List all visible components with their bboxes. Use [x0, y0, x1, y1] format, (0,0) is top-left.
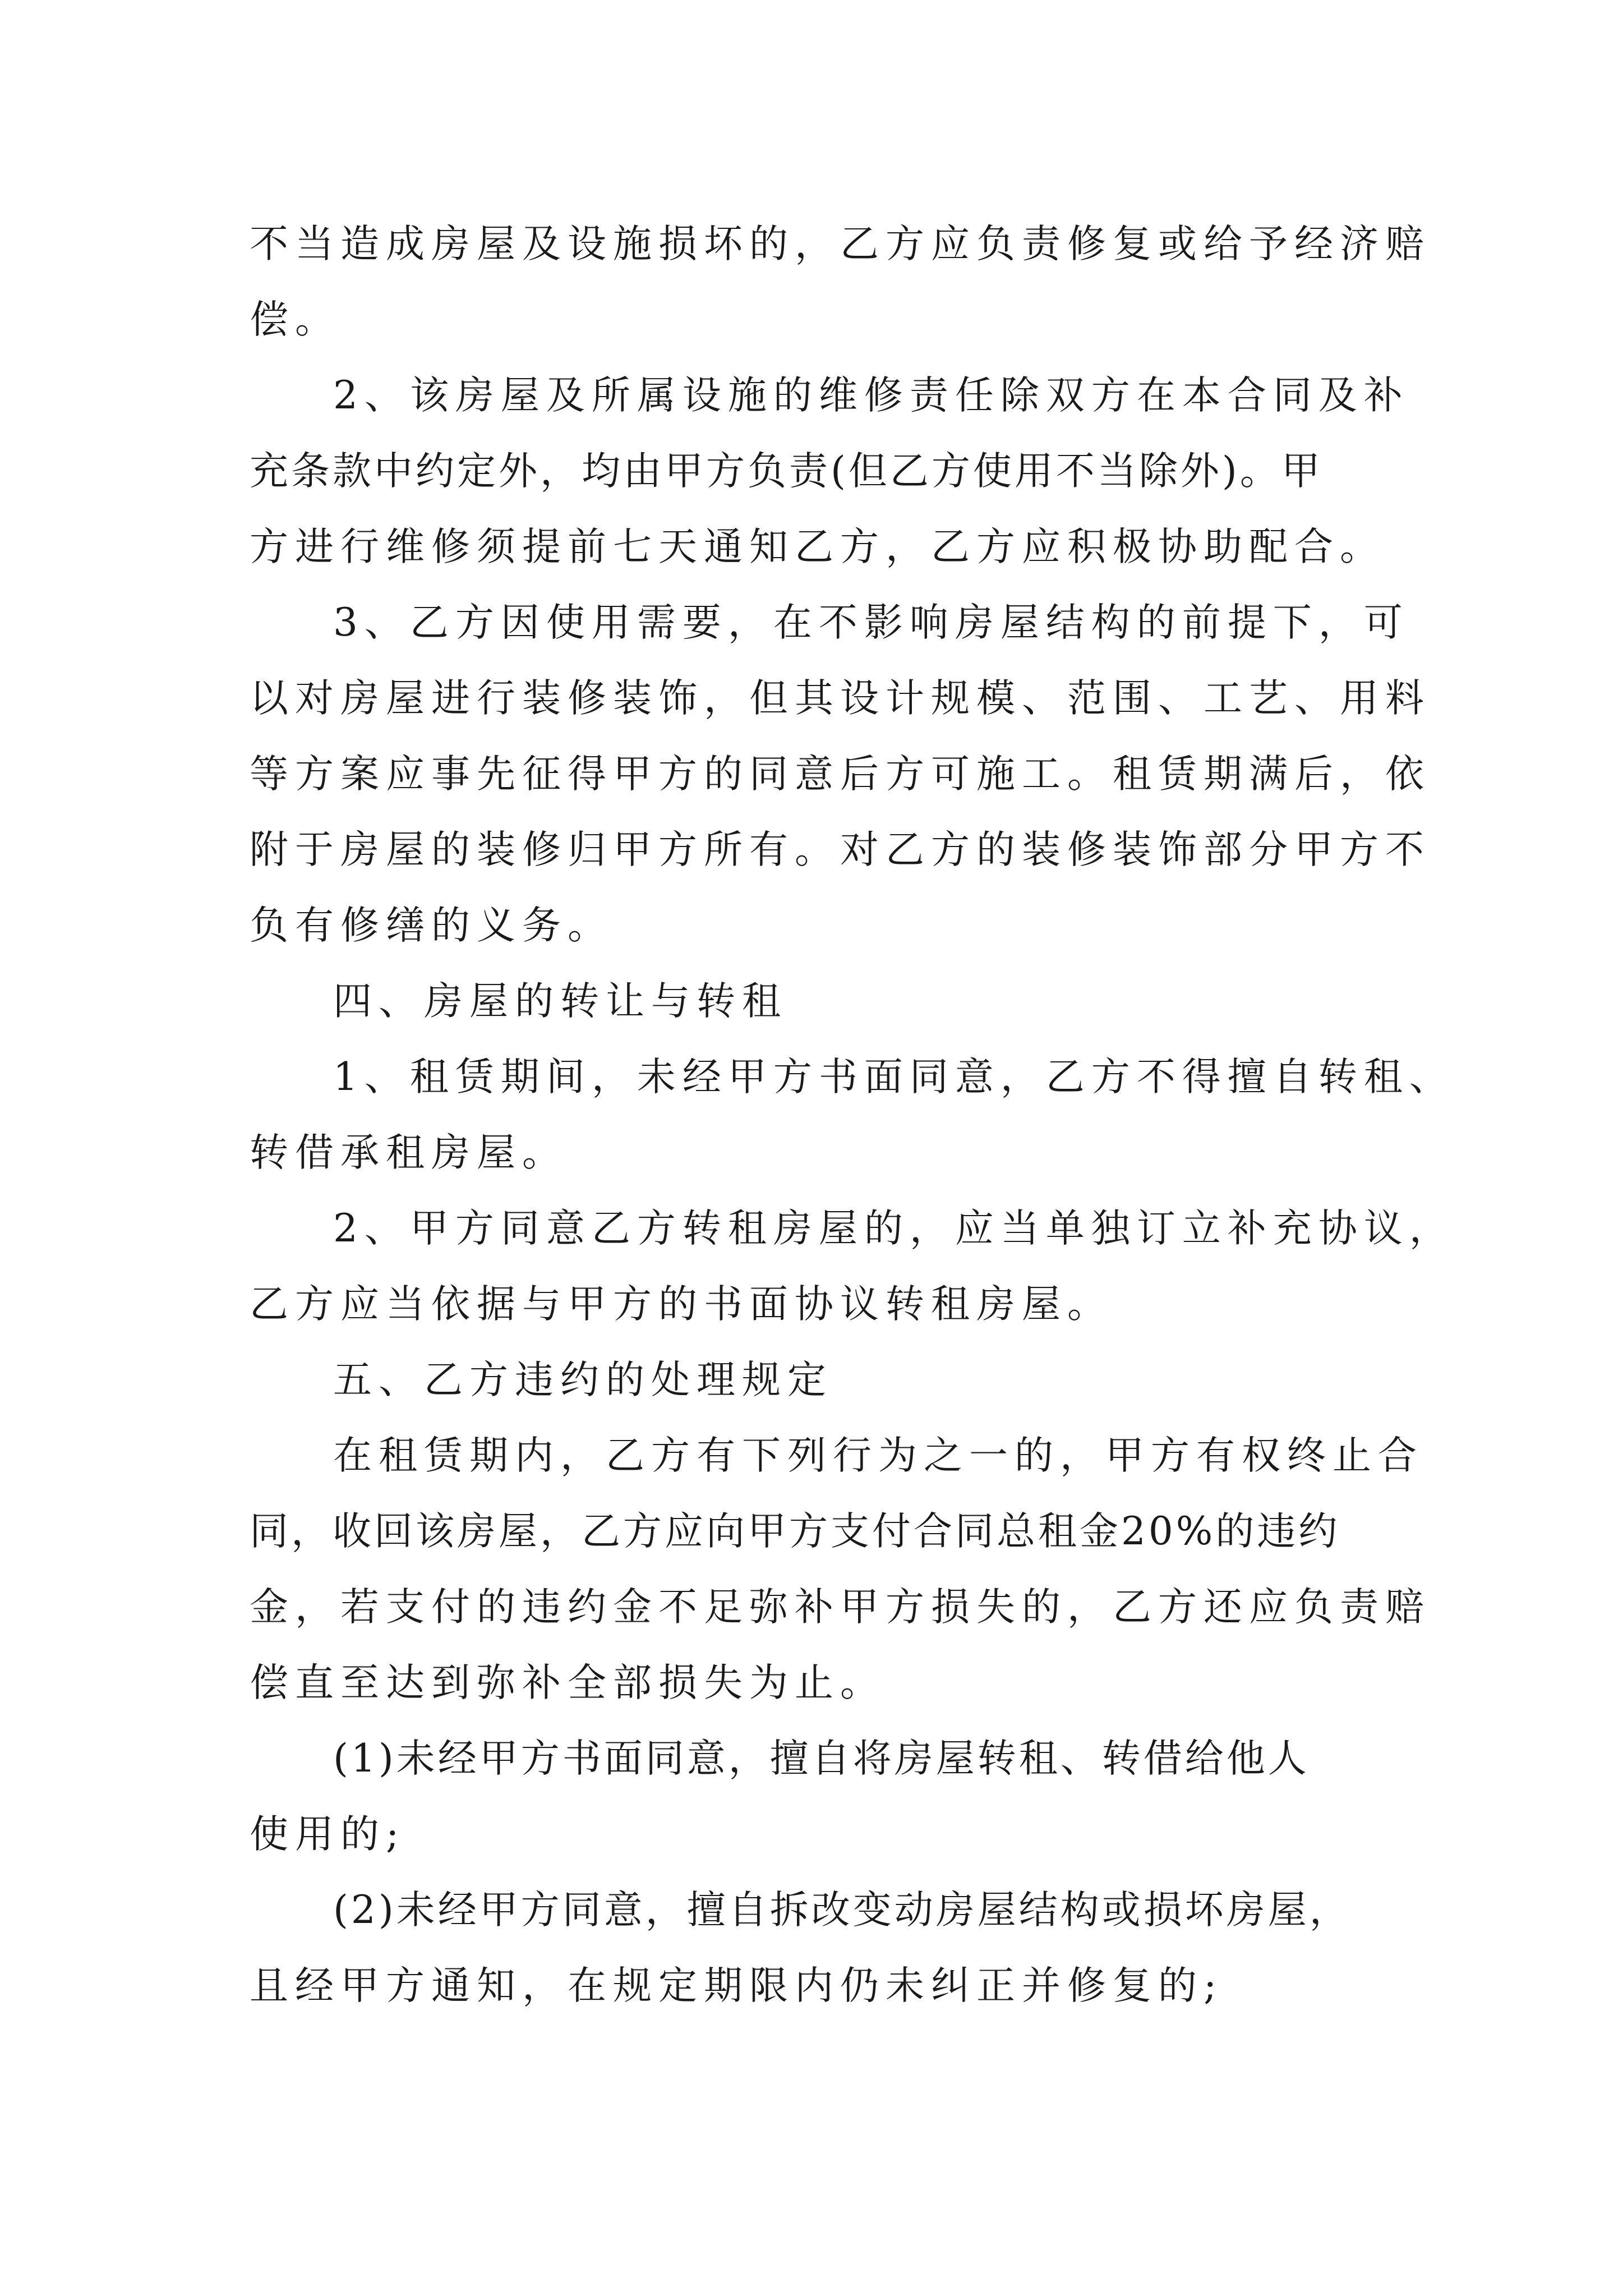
- text-line: (1)未经甲方书面同意，擅自将房屋转租、转借给他人: [333, 1736, 1310, 1781]
- text-line: 负有修缮的义务。: [250, 903, 613, 948]
- text-line: 1、租赁期间，未经甲方书面同意，乙方不得擅自转租、: [333, 1055, 1455, 1099]
- text-line: 乙方应当依据与甲方的书面协议转租房屋。: [250, 1282, 1113, 1327]
- text-line: 方进行维修须提前七天通知乙方，乙方应积极协助配合。: [250, 524, 1385, 569]
- text-line: 偿。: [250, 297, 340, 342]
- text-line: 且经甲方通知，在规定期限内仍未纠正并修复的;: [250, 1963, 1224, 2008]
- text-line: 使用的;: [250, 1812, 406, 1857]
- section-heading: 五、乙方违约的处理规定: [333, 1358, 833, 1402]
- text-line: 以对房屋进行装修装饰，但其设计规模、范围、工艺、用料: [250, 676, 1431, 721]
- text-line: 在租赁期内，乙方有下列行为之一的，甲方有权终止合: [333, 1433, 1423, 1478]
- text-line: 金，若支付的违约金不足弥补甲方损失的，乙方还应负责赔: [250, 1585, 1431, 1630]
- text-line: 3、乙方因使用需要，在不影响房屋结构的前提下，可: [333, 600, 1409, 645]
- text-line: 不当造成房屋及设施损坏的，乙方应负责修复或给予经济赔: [250, 222, 1431, 266]
- text-line: 同，收回该房屋，乙方应向甲方支付合同总租金20%的违约: [250, 1509, 1340, 1554]
- text-line: 转借承租房屋。: [250, 1130, 568, 1175]
- text-line: 2、该房屋及所属设施的维修责任除双方在本合同及补: [333, 373, 1409, 418]
- text-line: 充条款中约定外，均由甲方负责(但乙方使用不当除外)。甲: [250, 449, 1323, 494]
- text-line: (2)未经甲方同意，擅自拆改变动房屋结构或损坏房屋，: [333, 1888, 1351, 1932]
- text-line: 等方案应事先征得甲方的同意后方可施工。租赁期满后，依: [250, 752, 1431, 797]
- text-line: 附于房屋的装修归甲方所有。对乙方的装修装饰部分甲方不: [250, 827, 1431, 872]
- text-line: 偿直至达到弥补全部损失为止。: [250, 1660, 886, 1705]
- text-line: 2、甲方同意乙方转租房屋的，应当单独订立补充协议，: [333, 1206, 1455, 1251]
- section-heading: 四、房屋的转让与转租: [333, 979, 787, 1024]
